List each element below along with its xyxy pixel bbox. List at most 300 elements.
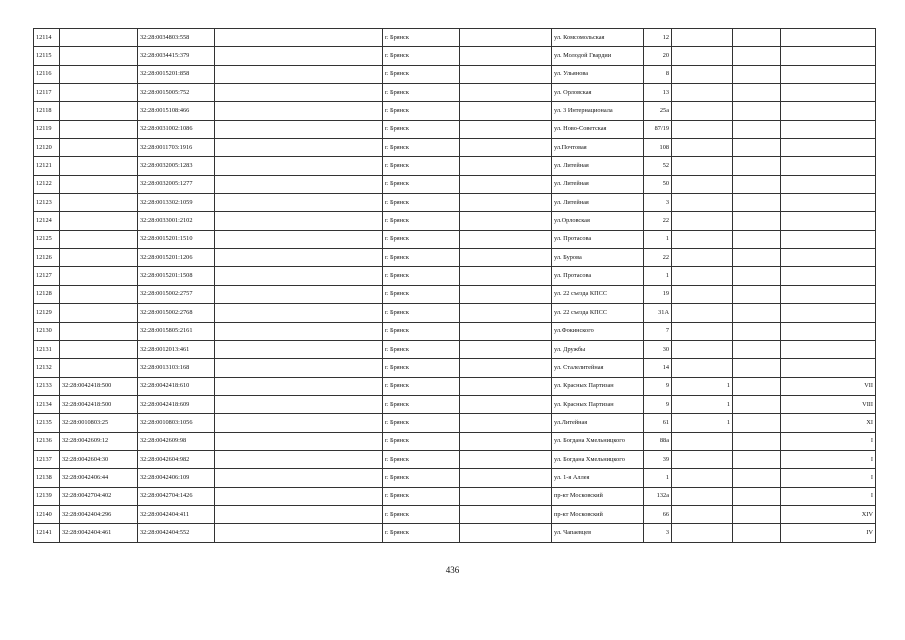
table-cell xyxy=(733,359,781,377)
table-cell: ул. Протасова xyxy=(552,267,644,285)
table-row xyxy=(34,340,876,358)
table-cell: 12134 xyxy=(34,395,60,413)
table-row xyxy=(34,267,876,285)
table-cell: ул.Фокинского xyxy=(552,322,644,340)
table-cell xyxy=(672,487,733,505)
table-cell: 32:28:0013302:1059 xyxy=(138,194,215,212)
table-cell xyxy=(733,47,781,65)
table-row xyxy=(34,432,876,450)
table-cell xyxy=(215,505,383,523)
table-cell: г. Брянск xyxy=(383,267,460,285)
table-cell: ул. 1-я Аллея xyxy=(552,469,644,487)
table-cell: 12131 xyxy=(34,340,60,358)
table-cell: 12114 xyxy=(34,29,60,47)
table-cell: XIV xyxy=(781,505,876,523)
table-cell: 32:28:0042404:296 xyxy=(60,505,138,523)
table-cell: 12140 xyxy=(34,505,60,523)
table-cell: 30 xyxy=(644,340,672,358)
table-cell: 32:28:0031002:1086 xyxy=(138,120,215,138)
table-cell: 61 xyxy=(644,414,672,432)
table-cell xyxy=(460,505,552,523)
table-cell: 52 xyxy=(644,157,672,175)
table-cell xyxy=(460,29,552,47)
table-row xyxy=(34,249,876,267)
table-cell: 32:28:0042404:411 xyxy=(138,505,215,523)
table-row xyxy=(34,322,876,340)
table-cell: 12120 xyxy=(34,139,60,157)
table-cell: I xyxy=(781,450,876,468)
table-cell: 12132 xyxy=(34,359,60,377)
table-cell: 32:28:0042418:500 xyxy=(60,377,138,395)
table-cell xyxy=(60,120,138,138)
table-cell xyxy=(215,139,383,157)
table-cell: 12116 xyxy=(34,65,60,83)
table-cell xyxy=(733,29,781,47)
table-cell: ул. Ново-Советская xyxy=(552,120,644,138)
table-cell: 12 xyxy=(644,29,672,47)
table-cell: ул. Комсомольская xyxy=(552,29,644,47)
table-cell xyxy=(215,157,383,175)
table-cell: г. Брянск xyxy=(383,432,460,450)
table-cell xyxy=(733,395,781,413)
table-cell: 32:28:0010803:1056 xyxy=(138,414,215,432)
table-cell: г. Брянск xyxy=(383,47,460,65)
table-cell: ул. Дружбы xyxy=(552,340,644,358)
table-cell: 12141 xyxy=(34,524,60,542)
table-row xyxy=(34,29,876,47)
table-cell: 1 xyxy=(672,377,733,395)
table-cell: 32:28:0032005:1283 xyxy=(138,157,215,175)
table-cell xyxy=(215,84,383,102)
table-cell xyxy=(781,157,876,175)
table-cell xyxy=(672,120,733,138)
table-cell: г. Брянск xyxy=(383,212,460,230)
table-cell: 1 xyxy=(672,414,733,432)
table-cell xyxy=(672,267,733,285)
table-cell xyxy=(672,524,733,542)
table-cell: г. Брянск xyxy=(383,524,460,542)
table-cell: ул. 3 Интернационала xyxy=(552,102,644,120)
table-cell xyxy=(460,175,552,193)
table-cell: 32:28:0042418:609 xyxy=(138,395,215,413)
table-cell: 32:28:0015201:1206 xyxy=(138,249,215,267)
table-cell: г. Брянск xyxy=(383,120,460,138)
table-cell xyxy=(215,29,383,47)
table-cell: 32:28:0042418:610 xyxy=(138,377,215,395)
table-cell: 22 xyxy=(644,212,672,230)
table-cell: 3 xyxy=(644,524,672,542)
table-cell xyxy=(215,414,383,432)
table-cell: 32:28:0015005:752 xyxy=(138,84,215,102)
table-cell xyxy=(60,340,138,358)
table-cell xyxy=(60,249,138,267)
table-cell xyxy=(215,432,383,450)
table-cell: 1 xyxy=(644,469,672,487)
table-body xyxy=(34,29,876,543)
table-cell xyxy=(215,322,383,340)
table-cell: г. Брянск xyxy=(383,322,460,340)
table-cell xyxy=(215,340,383,358)
table-cell: 32:28:0032005:1277 xyxy=(138,175,215,193)
table-cell: 1 xyxy=(644,267,672,285)
table-cell: пр-кт Московский xyxy=(552,505,644,523)
table-cell xyxy=(460,249,552,267)
table-cell: 66 xyxy=(644,505,672,523)
table-cell xyxy=(60,230,138,248)
table-cell xyxy=(781,139,876,157)
table-cell xyxy=(733,230,781,248)
table-cell: г. Брянск xyxy=(383,377,460,395)
table-cell: 12123 xyxy=(34,194,60,212)
table-cell xyxy=(733,414,781,432)
table-cell: г. Брянск xyxy=(383,469,460,487)
table-cell: 32:28:0042418:500 xyxy=(60,395,138,413)
table-cell: ул. Протасова xyxy=(552,230,644,248)
table-cell: 3 xyxy=(644,194,672,212)
table-cell xyxy=(733,469,781,487)
table-cell: 12136 xyxy=(34,432,60,450)
table-cell: 12121 xyxy=(34,157,60,175)
table-cell xyxy=(215,487,383,505)
table-cell: 12129 xyxy=(34,304,60,322)
table-cell xyxy=(460,267,552,285)
table-cell: 32:28:0042404:552 xyxy=(138,524,215,542)
table-cell: 13 xyxy=(644,84,672,102)
table-cell: г. Брянск xyxy=(383,285,460,303)
table-cell: 32:28:0012013:461 xyxy=(138,340,215,358)
table-cell xyxy=(733,285,781,303)
table-cell: 32:28:0015002:2768 xyxy=(138,304,215,322)
table-cell: 22 xyxy=(644,249,672,267)
table-cell: 39 xyxy=(644,450,672,468)
table-row xyxy=(34,414,876,432)
table-cell xyxy=(733,102,781,120)
table-cell: г. Брянск xyxy=(383,139,460,157)
table-cell: г. Брянск xyxy=(383,84,460,102)
table-cell: 12125 xyxy=(34,230,60,248)
table-cell xyxy=(781,102,876,120)
table-cell: ул. Богдана Хмельницкого xyxy=(552,450,644,468)
table-cell xyxy=(460,377,552,395)
table-cell xyxy=(60,139,138,157)
table-cell xyxy=(672,139,733,157)
table-cell: XI xyxy=(781,414,876,432)
table-cell xyxy=(781,65,876,83)
table-cell xyxy=(215,395,383,413)
table-cell: г. Брянск xyxy=(383,414,460,432)
table-cell xyxy=(60,175,138,193)
table-cell: 12133 xyxy=(34,377,60,395)
table-cell: 12127 xyxy=(34,267,60,285)
table-row xyxy=(34,47,876,65)
table-cell xyxy=(672,450,733,468)
table-cell xyxy=(733,450,781,468)
table-cell xyxy=(733,322,781,340)
table-cell xyxy=(215,285,383,303)
table-cell: I xyxy=(781,487,876,505)
table-cell: ул. Сталелитейная xyxy=(552,359,644,377)
table-row xyxy=(34,84,876,102)
table-cell xyxy=(733,157,781,175)
table-cell xyxy=(733,249,781,267)
table-cell xyxy=(460,359,552,377)
table-cell xyxy=(672,65,733,83)
table-cell xyxy=(733,432,781,450)
table-cell xyxy=(215,469,383,487)
table-cell xyxy=(460,285,552,303)
table-cell: 9 xyxy=(644,395,672,413)
table-cell xyxy=(733,120,781,138)
table-cell xyxy=(60,359,138,377)
table-cell: 50 xyxy=(644,175,672,193)
table-cell xyxy=(460,304,552,322)
table-cell xyxy=(672,84,733,102)
table-cell xyxy=(215,450,383,468)
table-cell: 12137 xyxy=(34,450,60,468)
table-cell: ул. 22 съезда КПСС xyxy=(552,285,644,303)
table-cell xyxy=(215,524,383,542)
table-cell xyxy=(781,340,876,358)
table-cell: 20 xyxy=(644,47,672,65)
table-cell xyxy=(733,377,781,395)
table-cell: 132а xyxy=(644,487,672,505)
table-cell xyxy=(733,139,781,157)
table-cell xyxy=(733,340,781,358)
table-cell xyxy=(672,212,733,230)
table-cell: 32:28:0015805:2161 xyxy=(138,322,215,340)
table-cell: г. Брянск xyxy=(383,340,460,358)
table-cell xyxy=(733,175,781,193)
table-cell xyxy=(672,340,733,358)
table-cell xyxy=(60,212,138,230)
table-cell: ул. Литейная xyxy=(552,175,644,193)
table-cell: 108 xyxy=(644,139,672,157)
table-cell: г. Брянск xyxy=(383,450,460,468)
table-cell: 32:28:0042604:982 xyxy=(138,450,215,468)
table-cell: 12124 xyxy=(34,212,60,230)
table-cell xyxy=(60,29,138,47)
table-cell: ул. Красных Партизан xyxy=(552,395,644,413)
registry-table xyxy=(33,28,876,543)
table-cell: г. Брянск xyxy=(383,29,460,47)
table-cell xyxy=(60,194,138,212)
table-cell xyxy=(733,65,781,83)
table-cell xyxy=(460,157,552,175)
table-cell: 32:28:0034415:379 xyxy=(138,47,215,65)
table-cell: 12135 xyxy=(34,414,60,432)
table-cell xyxy=(672,505,733,523)
page-number: 436 xyxy=(445,565,460,575)
table-cell xyxy=(215,359,383,377)
table-cell: г. Брянск xyxy=(383,487,460,505)
table-row xyxy=(34,285,876,303)
table-cell: 32:28:0042404:461 xyxy=(60,524,138,542)
table-cell xyxy=(60,157,138,175)
table-cell: VII xyxy=(781,377,876,395)
table-cell: 12118 xyxy=(34,102,60,120)
table-cell: ул.Литейная xyxy=(552,414,644,432)
table-cell: 12130 xyxy=(34,322,60,340)
table-cell xyxy=(781,359,876,377)
table-cell: г. Брянск xyxy=(383,359,460,377)
table-cell xyxy=(60,322,138,340)
table-cell: ул. Молодой Гвардии xyxy=(552,47,644,65)
table-cell xyxy=(672,469,733,487)
table-cell: 32:28:0015002:2757 xyxy=(138,285,215,303)
table-cell xyxy=(781,120,876,138)
table-row xyxy=(34,524,876,542)
table-cell xyxy=(460,230,552,248)
table-cell xyxy=(733,304,781,322)
table-cell xyxy=(215,47,383,65)
table-cell: ул. Бурова xyxy=(552,249,644,267)
table-cell: 32:28:0042406:44 xyxy=(60,469,138,487)
table-cell xyxy=(733,212,781,230)
table-cell: 32:28:0033001:2102 xyxy=(138,212,215,230)
table-cell: 32:28:0010803:25 xyxy=(60,414,138,432)
table-cell: 12119 xyxy=(34,120,60,138)
table-cell xyxy=(672,230,733,248)
table-cell: г. Брянск xyxy=(383,194,460,212)
table-row xyxy=(34,175,876,193)
table-row xyxy=(34,102,876,120)
table-cell xyxy=(672,322,733,340)
table-row xyxy=(34,139,876,157)
table-row xyxy=(34,65,876,83)
table-cell xyxy=(781,84,876,102)
table-cell xyxy=(60,304,138,322)
table-cell xyxy=(781,212,876,230)
table-cell xyxy=(215,175,383,193)
table-cell xyxy=(215,120,383,138)
table-cell: г. Брянск xyxy=(383,157,460,175)
table-cell: ул.Почтовая xyxy=(552,139,644,157)
table-cell: IV xyxy=(781,524,876,542)
table-cell: 8 xyxy=(644,65,672,83)
table-cell xyxy=(672,157,733,175)
table-cell xyxy=(60,84,138,102)
table-cell: ул. Ульянова xyxy=(552,65,644,83)
table-cell xyxy=(672,304,733,322)
table-cell xyxy=(733,84,781,102)
table-cell: 32:28:0015201:1510 xyxy=(138,230,215,248)
table-cell: 12128 xyxy=(34,285,60,303)
table-cell xyxy=(460,340,552,358)
table-cell: г. Брянск xyxy=(383,102,460,120)
table-cell: 19 xyxy=(644,285,672,303)
table-cell xyxy=(460,47,552,65)
table-cell: ул. Красных Партизан xyxy=(552,377,644,395)
table-cell: ул. 22 съезда КПСС xyxy=(552,304,644,322)
table-cell xyxy=(460,212,552,230)
table-cell: ул. Литейная xyxy=(552,157,644,175)
table-row xyxy=(34,450,876,468)
table-cell xyxy=(60,47,138,65)
table-row xyxy=(34,395,876,413)
table-cell xyxy=(460,139,552,157)
table-cell: ул. Чапаевцев xyxy=(552,524,644,542)
table-row xyxy=(34,359,876,377)
table-cell: I xyxy=(781,432,876,450)
table-cell xyxy=(215,377,383,395)
table-row xyxy=(34,120,876,138)
table-cell xyxy=(672,47,733,65)
table-cell: 87/19 xyxy=(644,120,672,138)
table-cell: I xyxy=(781,469,876,487)
table-row xyxy=(34,505,876,523)
table-row xyxy=(34,212,876,230)
table-cell xyxy=(460,469,552,487)
table-row xyxy=(34,157,876,175)
table-cell xyxy=(672,432,733,450)
table-cell: 14 xyxy=(644,359,672,377)
table-cell xyxy=(215,194,383,212)
table-cell xyxy=(460,414,552,432)
table-row xyxy=(34,194,876,212)
table-cell xyxy=(60,65,138,83)
table-cell: VIII xyxy=(781,395,876,413)
table-cell xyxy=(460,102,552,120)
table-cell: 12122 xyxy=(34,175,60,193)
table-cell xyxy=(215,65,383,83)
table-cell: г. Брянск xyxy=(383,505,460,523)
table-cell: 32:28:0042704:402 xyxy=(60,487,138,505)
table-cell: г. Брянск xyxy=(383,65,460,83)
table-cell: г. Брянск xyxy=(383,175,460,193)
table-cell: 1 xyxy=(672,395,733,413)
table-cell xyxy=(781,249,876,267)
table-cell xyxy=(460,194,552,212)
table-cell xyxy=(460,432,552,450)
table-cell xyxy=(460,120,552,138)
table-cell xyxy=(460,65,552,83)
table-cell xyxy=(672,102,733,120)
table-row xyxy=(34,230,876,248)
table-cell: ул. Литейная xyxy=(552,194,644,212)
table-cell xyxy=(733,505,781,523)
table-cell: г. Брянск xyxy=(383,304,460,322)
table-cell xyxy=(60,285,138,303)
table-cell: 25а xyxy=(644,102,672,120)
table-cell xyxy=(460,322,552,340)
table-cell xyxy=(781,29,876,47)
table-cell: 32:28:0034803:558 xyxy=(138,29,215,47)
table-cell: ул. Орловская xyxy=(552,84,644,102)
table-cell xyxy=(672,29,733,47)
table-cell xyxy=(781,194,876,212)
table-cell xyxy=(781,267,876,285)
table-cell: 12117 xyxy=(34,84,60,102)
table-cell: 32:28:0013103:168 xyxy=(138,359,215,377)
table-cell xyxy=(672,175,733,193)
table-cell xyxy=(215,267,383,285)
table-cell xyxy=(460,487,552,505)
table-cell: г. Брянск xyxy=(383,249,460,267)
table-cell: 32:28:0042609:98 xyxy=(138,432,215,450)
table-cell: 12115 xyxy=(34,47,60,65)
table-cell xyxy=(733,267,781,285)
table-cell: 12138 xyxy=(34,469,60,487)
table-cell xyxy=(215,230,383,248)
table-cell xyxy=(781,285,876,303)
table-cell xyxy=(781,304,876,322)
table-cell xyxy=(733,524,781,542)
table-cell: г. Брянск xyxy=(383,395,460,413)
table-cell xyxy=(672,285,733,303)
table-cell xyxy=(781,175,876,193)
table-cell: 12139 xyxy=(34,487,60,505)
table-cell: 12126 xyxy=(34,249,60,267)
